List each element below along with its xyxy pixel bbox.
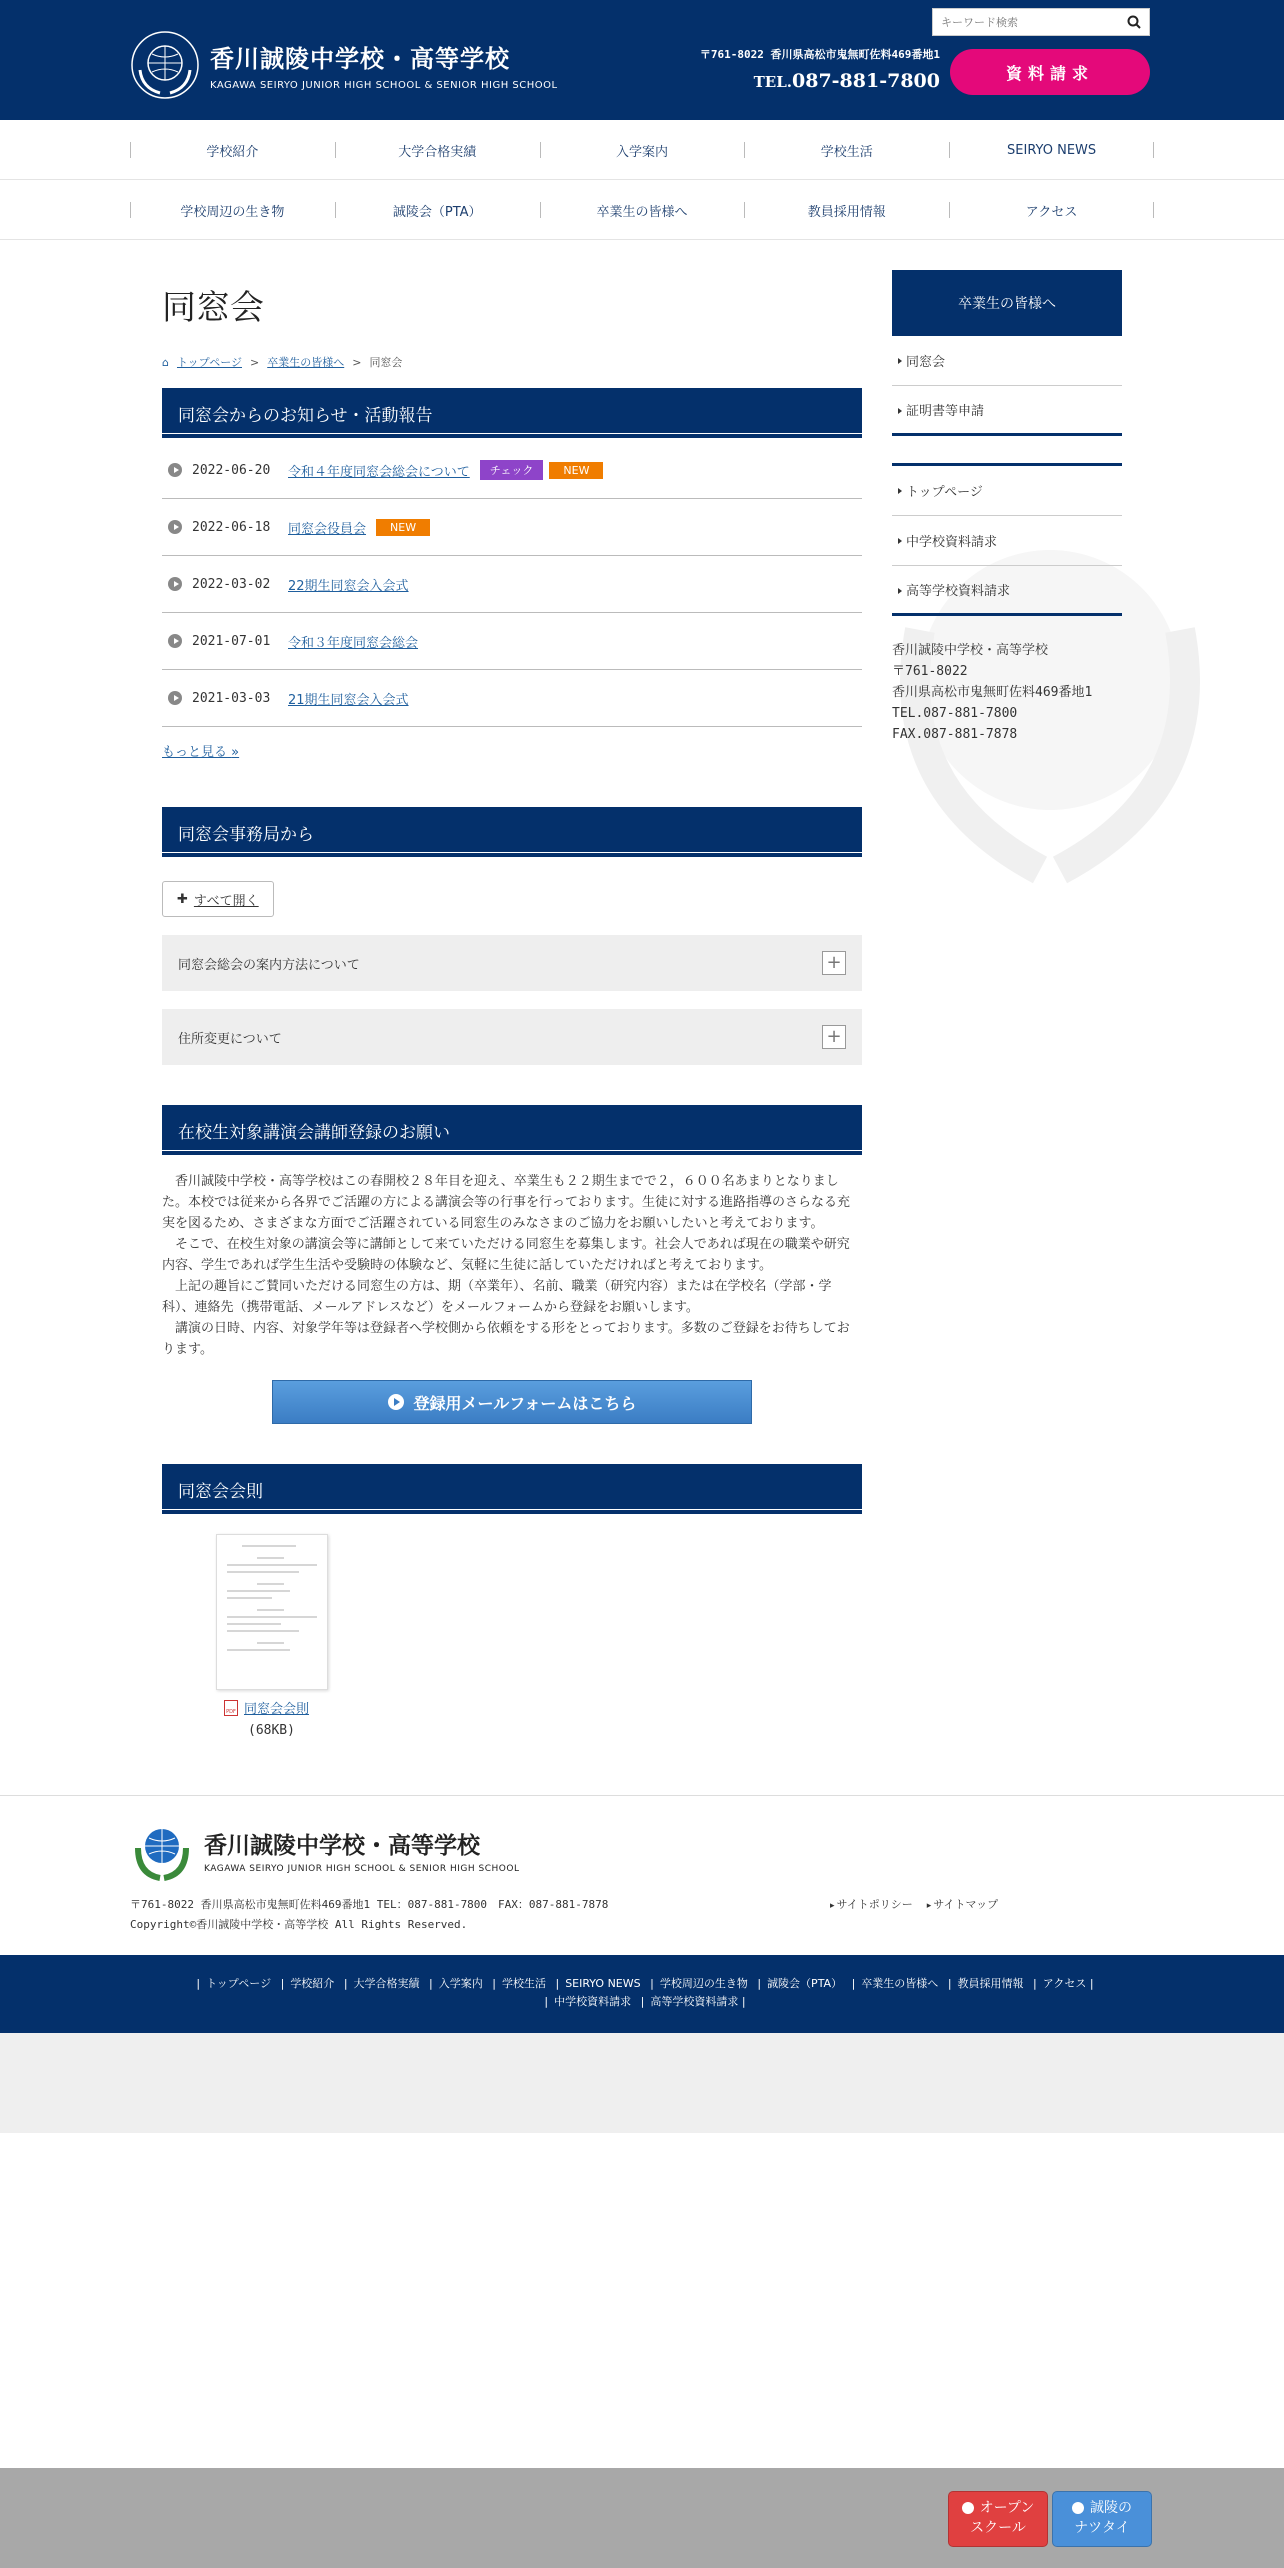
news-date: 2022-03-02 [192,576,271,592]
footer-nav-item[interactable]: | 学校生活 [486,1977,546,1990]
news-link[interactable]: 22期生同窓会入会式 [288,578,409,594]
news-link[interactable]: 同窓会役員会 [288,521,367,537]
header-tel [700,70,940,92]
news-date: 2021-07-01 [192,633,271,649]
news-date: 2022-06-18 [192,519,271,535]
footer-nav-item[interactable]: | 入学案内 [423,1977,483,1990]
main-nav-row1 [0,120,1284,180]
sidebar-item-top[interactable]: トップページ [892,466,1122,516]
news-link[interactable]: 令和４年度同窓会総会について [288,464,470,480]
bullet-icon [168,634,182,648]
plus-icon: ✚ [177,891,188,907]
footer-logo-subtitle: KAGAWA SEIRYO JUNIOR HIGH SCHOOL & SENIOR HIGH SCHOOL [204,1863,520,1874]
nav-admission[interactable]: 入学案内 [540,120,745,180]
paragraph: 講演の日時、内容、対象学年等は登録者へ学校側から依頼をする形をとっております。多数のご登録をお待ちしております。 [162,1321,850,1357]
footer-nav-item[interactable]: | 誠陵会（PTA） [751,1977,842,1990]
news-heading: 同窓会からのお知らせ・活動報告 [162,388,862,438]
check-badge: チェック [480,460,544,480]
breadcrumb-parent[interactable]: 卒業生の皆様へ [267,356,345,369]
search-icon[interactable] [1119,9,1149,35]
sitemap-link[interactable]: ▸ サイトマップ [927,1896,998,1912]
expand-all-button[interactable]: ✚ すべて開く [162,881,274,917]
accordion-item[interactable]: 住所変更について + [162,1009,862,1065]
footer-nav-item[interactable]: | 学校周辺の生き物 [644,1977,748,1990]
bullet-icon [168,520,182,534]
footer-nav-item[interactable]: | アクセス [1027,1977,1086,1990]
nav-alumni[interactable]: 卒業生の皆様へ [540,180,745,240]
sidebar-item-senior-materials[interactable]: 高等学校資料請求 [892,566,1122,616]
arrow-circle-icon [388,1394,404,1410]
footer-nav-item[interactable]: | 中学校資料請求 [538,1995,631,2008]
search-box [932,8,1150,36]
footer-logo[interactable] [130,1818,519,1882]
news-link[interactable]: 令和３年度同窓会総会 [288,635,419,651]
logo-subtitle: KAGAWA SEIRYO JUNIOR HIGH SCHOOL & SENIOR HIGH SCHOOL [210,80,558,91]
lecture-body [162,1171,862,1360]
pdf-icon: PDF [224,1700,238,1716]
header-address: 〒761-8022 香川県高松市鬼無町佐料469番地1 [699,48,940,61]
footer-logo-title: 香川誠陵中学校・高等学校 [204,1832,480,1859]
nav-recruitment[interactable]: 教員採用情報 [744,180,949,240]
natsutai-button[interactable]: 誠陵の ナツタイ [1052,2491,1152,2547]
footer-nav-item[interactable]: | トップページ [190,1977,271,1990]
list-item [162,499,862,556]
paragraph: 上記の趣旨にご賛同いただける同窓生の方は、期（卒業年）、名前、職業（研究内容）または在学校名（学部・学科）、連絡先（携帯電話、メールアドレスなど）をメールフォームから登録をお願いします。 [162,1279,832,1315]
nav-seiryo-news[interactable]: SEIRYO NEWS [949,120,1154,180]
sidebar-heading[interactable]: 卒業生の皆様へ [892,270,1122,336]
document-size: (68KB) [248,1723,295,1738]
rules-heading: 同窓会会則 [162,1464,862,1514]
more-link[interactable]: もっと見る » [162,745,240,760]
footer-nav-item[interactable]: | 卒業生の皆様へ [846,1977,939,1990]
request-materials-button[interactable]: 資料請求 [950,49,1150,95]
nav-school-life[interactable]: 学校生活 [744,120,949,180]
double-chevron-icon: » [231,745,240,760]
school-emblem-icon [130,1818,194,1882]
footer-nav-item[interactable]: | 学校紹介 [275,1977,335,1990]
site-policy-link[interactable]: ▸ サイトポリシー [830,1896,913,1912]
tel-number: 087-881-7800 [792,70,940,92]
footer-links [830,1896,998,1912]
nav-school-intro[interactable]: 学校紹介 [130,120,335,180]
site-logo[interactable] [130,30,558,100]
breadcrumb: ⌂ トップページ > 卒業生の皆様へ > 同窓会 [162,355,403,369]
footer-nav-item[interactable]: | SEIRYO NEWS [549,1977,640,1990]
accordion-item[interactable]: 同窓会総会の案内方法について + [162,935,862,991]
open-school-button[interactable]: オープン スクール [948,2491,1048,2547]
copyright: Copyright©香川誠陵中学校・高等学校 All Rights Reserved. [130,1918,468,1931]
nav-university-results[interactable]: 大学合格実績 [335,120,540,180]
nav-access[interactable]: アクセス [949,180,1154,240]
bullet-icon [168,463,182,477]
news-link[interactable]: 21期生同窓会入会式 [288,692,409,708]
document-caption [224,1698,862,1717]
plus-icon[interactable]: + [822,1025,846,1049]
main-content [162,270,862,1738]
document-link[interactable]: 同窓会会則 [244,1702,310,1717]
plus-icon[interactable]: + [822,951,846,975]
search-input[interactable] [933,9,1119,35]
new-badge: NEW [376,519,430,536]
footer-nav: | トップページ | 学校紹介 | 大学合格実績 | 入学案内 | 学校生活 | SEIRYO NEWS | 学校周辺の生き物 | 誠陵会（PTA） | 卒業生の皆様へ | 教員採用情報 | アクセス | | 中学校資料請求 | 高等学校資料請求 | [0,1955,1284,2033]
new-badge: NEW [549,462,603,479]
list-item [162,670,862,727]
nav-pta[interactable]: 誠陵会（PTA） [335,180,540,240]
registration-form-button[interactable]: 登録用メールフォームはこちら [272,1380,752,1424]
breadcrumb-current: 同窓会 [369,356,403,369]
footer [0,1795,1284,1955]
site-header [0,0,1284,120]
sidebar-item-junior-materials[interactable]: 中学校資料請求 [892,516,1122,566]
list-item [162,613,862,670]
bullet-icon [168,691,182,705]
arrow-circle-icon [1072,2502,1084,2514]
paragraph: そこで、在校生対象の講演会等に講師として来ていただける同窓生を募集します。社会人であれば現在の職業や研究内容、学生であれば学生生活や受験時の体験など、気軽に生徒に話していただければと考えております。 [162,1237,850,1273]
home-icon: ⌂ [162,355,169,369]
list-item [162,556,862,613]
footer-nav-item[interactable]: | 教員採用情報 [942,1977,1024,1990]
paragraph: 香川誠陵中学校・高等学校はこの春開校２８年目を迎え、卒業生も２２期生までで２，６００名あまりとなりました。本校では従来から各界でご活躍の方による講演会等の行事を行っております。生徒に対する進路指導のさらなる充実を図るため、さまざまな方面でご活躍されている同窓生のみなさまのご協力をお願いしたいと考えております。 [162,1174,850,1231]
news-date: 2022-06-20 [192,462,271,478]
news-date: 2021-03-03 [192,690,271,706]
page-title: 同窓会 [162,288,264,328]
bullet-icon [168,577,182,591]
list-item [162,442,862,499]
breadcrumb-home[interactable]: トップページ [176,356,242,369]
sidebar-item-certificate[interactable]: 証明書等申請 [892,386,1122,436]
sidebar [892,270,1122,745]
sidebar-school-info: 香川誠陵中学校・高等学校 〒761-8022 香川県高松市鬼無町佐料469番地1 TEL.087-881-7800 FAX.087-881-7878 [892,643,1093,742]
logo-title: 香川誠陵中学校・高等学校 [210,45,510,73]
office-heading: 同窓会事務局から [162,807,862,857]
nav-creatures[interactable]: 学校周辺の生き物 [130,180,335,240]
lecture-heading: 在校生対象講演会講師登録のお願い [162,1105,862,1155]
document-thumbnail[interactable] [216,1534,328,1690]
arrow-circle-icon [962,2502,974,2514]
footer-nav-item[interactable]: | 大学合格実績 [338,1977,420,1990]
footer-address: 〒761-8022 香川県高松市鬼無町佐料469番地1 TEL：087-881-7800 FAX：087-881-7878 [130,1898,609,1911]
sidebar-item-alumni[interactable]: 同窓会 [892,336,1122,386]
footer-nav-item[interactable]: | 高等学校資料請求 [635,1995,739,2008]
main-nav-row2 [0,180,1284,240]
tel-prefix: TEL. [753,73,793,91]
news-list [162,442,862,727]
school-emblem-icon [130,30,200,100]
